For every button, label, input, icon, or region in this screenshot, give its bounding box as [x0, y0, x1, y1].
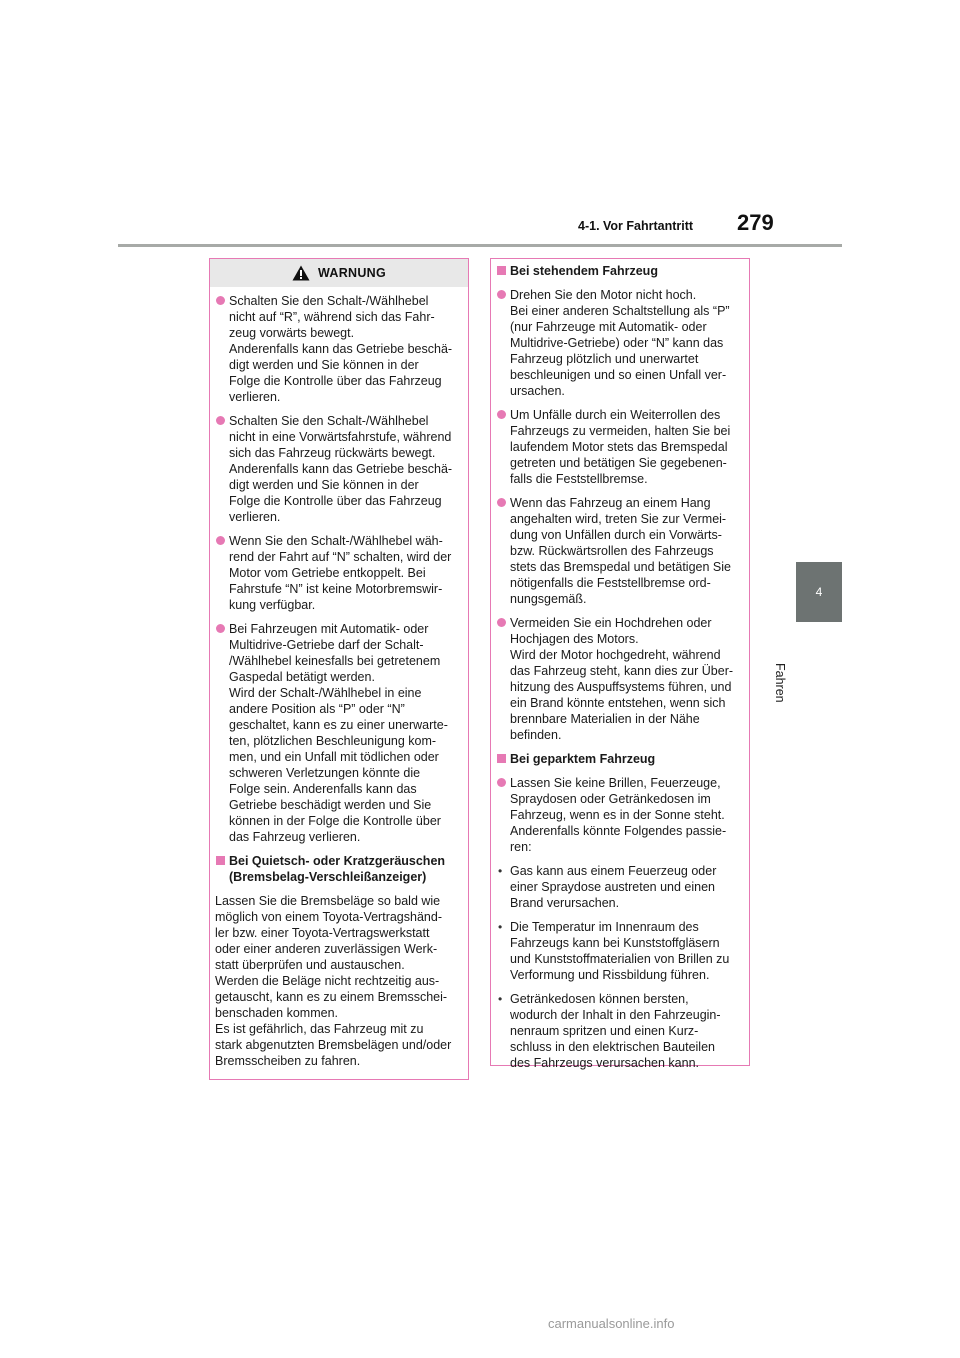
warning-item-text: Bei Fahrzeugen mit Automatik- oder Multidrive-Getriebe darf der Schalt- /Wählhebel keinesfalls bei getretenem Gaspedal betätigt werden. Wird der Schalt-/Wählhebel in eine andere Position als “P” oder “N” geschaltet, kann es zu einer unerwarte- ten, plötzlichen Beschleunigung kom- men, und ein Unfall mit tödlichen oder schweren Verletzungen könnte die Folge sein. Anderenfalls kann das Getriebe beschädigt werden und Sie können in der Folge die Kontrolle über das Fahrzeug verlieren.: [229, 622, 448, 844]
warning-panel: [209, 258, 469, 1080]
warning-item: [215, 413, 459, 525]
sub-item-text: Getränkedosen können bersten, wodurch der Inhalt in den Fahrzeugin- nenraum spritzen und einen Kurz- schluss in den elektrischen Bauteilen des Fahrzeugs verursachen kann.: [510, 992, 721, 1070]
chapter-label: [773, 663, 787, 703]
warning-item-text: Schalten Sie den Schalt-/Wählhebel nicht auf “R”, während sich das Fahr- zeug vorwärts bewegt. Anderenfalls kann das Getriebe beschä- digt werden und Sie können in der Folge die Kontrolle über das Fahrzeug verlieren.: [229, 294, 453, 404]
warning-content: [210, 287, 468, 1083]
info-item-text: Vermeiden Sie ein Hochdrehen oder Hochjagen des Motors. Wird der Motor hochgedreht, während das Fahrzeug steht, kann dies zur Über- hitzung des Auspuffsystems führen, und ein Brand könnte entstehen, wenn sich brennbare Materialien in der Nähe befinden.: [510, 616, 734, 742]
warning-paragraph: Lassen Sie die Bremsbeläge so bald wie möglich von einem Toyota-Vertragshänd- ler bzw. einer Toyota-Vertragswerkstatt oder einer anderen zuverlässigen Werk- statt überprüfen und austauschen. Werden die Beläge nicht rechtzeitig aus- getauscht, kann es zu einem Bremsschei- benschaden kommen. Es ist gefährlich, das Fahrzeug mit zu stark abgenutzten Bremsbelägen und/oder Bremsscheiben zu fahren.: [215, 894, 452, 1068]
info-item-text: Um Unfälle durch ein Weiterrollen des Fahrzeugs zu vermeiden, halten Sie bei laufendem Motor stets das Bremspedal getreten und betätigen Sie gegebenen- falls die Feststellbremse.: [510, 408, 731, 486]
info-item: [496, 407, 740, 487]
warning-header: [210, 259, 468, 287]
section-heading-text: Bei stehendem Fahrzeug: [510, 264, 658, 278]
warning-triangle-icon: [292, 265, 310, 281]
bullet-dot-icon: [215, 293, 229, 405]
chapter-label-text: Fahren: [773, 663, 787, 703]
warning-item: [215, 293, 459, 405]
bullet-dot-icon: [496, 495, 510, 607]
watermark[interactable]: carmanualsonline.info: [548, 1316, 675, 1331]
warning-item-text: Schalten Sie den Schalt-/Wählhebel nicht in eine Vorwärtsfahrstufe, während sich das Fahrzeug rückwärts bewegt. Anderenfalls kann das Getriebe beschä- digt werden und Sie können in der Folge die Kontrolle über das Fahrzeug verlieren.: [229, 414, 453, 524]
bullet-dot-icon: [215, 413, 229, 525]
info-panel: [490, 258, 750, 1070]
section-title: 4-1. Vor Fahrtantritt: [578, 219, 694, 233]
header-rule: [118, 244, 842, 247]
page-number: 279: [737, 210, 774, 235]
section-heading-text: Bei Quietsch- oder Kratzgeräuschen (Bremsbelag-Verschleißanzeiger): [229, 854, 446, 884]
info-item: [496, 615, 740, 743]
warning-item: [215, 621, 459, 845]
bullet-dot-icon: [496, 407, 510, 487]
bullet-dot-icon: [215, 533, 229, 613]
sub-item: [496, 919, 740, 983]
section-heading: [496, 263, 740, 279]
bullet-small-icon: [496, 863, 510, 911]
info-item: [496, 775, 740, 855]
warning-item: [215, 533, 459, 613]
section-heading-text: Bei geparktem Fahrzeug: [510, 752, 656, 766]
bullet-dot-icon: [496, 615, 510, 743]
info-item: [496, 287, 740, 399]
bullet-dot-icon: [215, 621, 229, 845]
bullet-square-icon: [496, 263, 510, 279]
info-item: [496, 495, 740, 607]
bullet-square-icon: [215, 853, 229, 885]
chapter-number: 4: [815, 585, 823, 599]
bullet-square-icon: [496, 751, 510, 767]
info-content: [491, 259, 749, 1085]
info-item-text: Drehen Sie den Motor nicht hoch. Bei einer anderen Schaltstellung als “P” (nur Fahrzeuge mit Automatik- oder Multidrive-Getriebe) oder “N” kann das Fahrzeug plötzlich und unerwartet beschleunigen und so einen Unfall ver- ursachen.: [510, 288, 730, 398]
bullet-dot-icon: [496, 775, 510, 855]
chapter-tab[interactable]: [796, 562, 842, 622]
info-item-text: Wenn das Fahrzeug an einem Hang angehalten wird, treten Sie zur Vermei- dung von Unfällen durch ein Vorwärts- bzw. Rückwärtsrollen des Fahrzeugs stets das Bremspedal und betätigen Sie nötigenfalls die Feststellbremse ord- nungsgemäß.: [510, 496, 731, 606]
section-heading: [215, 853, 459, 885]
sub-item: [496, 991, 740, 1071]
bullet-dot-icon: [496, 287, 510, 399]
bullet-small-icon: [496, 919, 510, 983]
bullet-small-icon: [496, 991, 510, 1071]
sub-item-text: Die Temperatur im Innenraum des Fahrzeugs kann bei Kunststoffgläsern und Kunststoffmaterialien von Brillen zu Verformung und Rissbildung führen.: [510, 920, 730, 982]
warning-item-text: Wenn Sie den Schalt-/Wählhebel wäh- rend der Fahrt auf “N” schalten, wird der Motor vom Getriebe entkoppelt. Bei Fahrstufe “N” ist keine Motorbremswir- kung verfügbar.: [229, 534, 452, 612]
sub-item-text: Gas kann aus einem Feuerzeug oder einer Spraydose austreten und einen Brand verursachen.: [510, 864, 717, 910]
section-heading: [496, 751, 740, 767]
sub-item: [496, 863, 740, 911]
warning-title: WARNUNG: [317, 266, 387, 280]
info-item-text: Lassen Sie keine Brillen, Feuerzeuge, Spraydosen oder Getränkedosen im Fahrzeug, wenn es in der Sonne steht. Anderenfalls könnte Folgendes passie- ren:: [510, 776, 727, 854]
